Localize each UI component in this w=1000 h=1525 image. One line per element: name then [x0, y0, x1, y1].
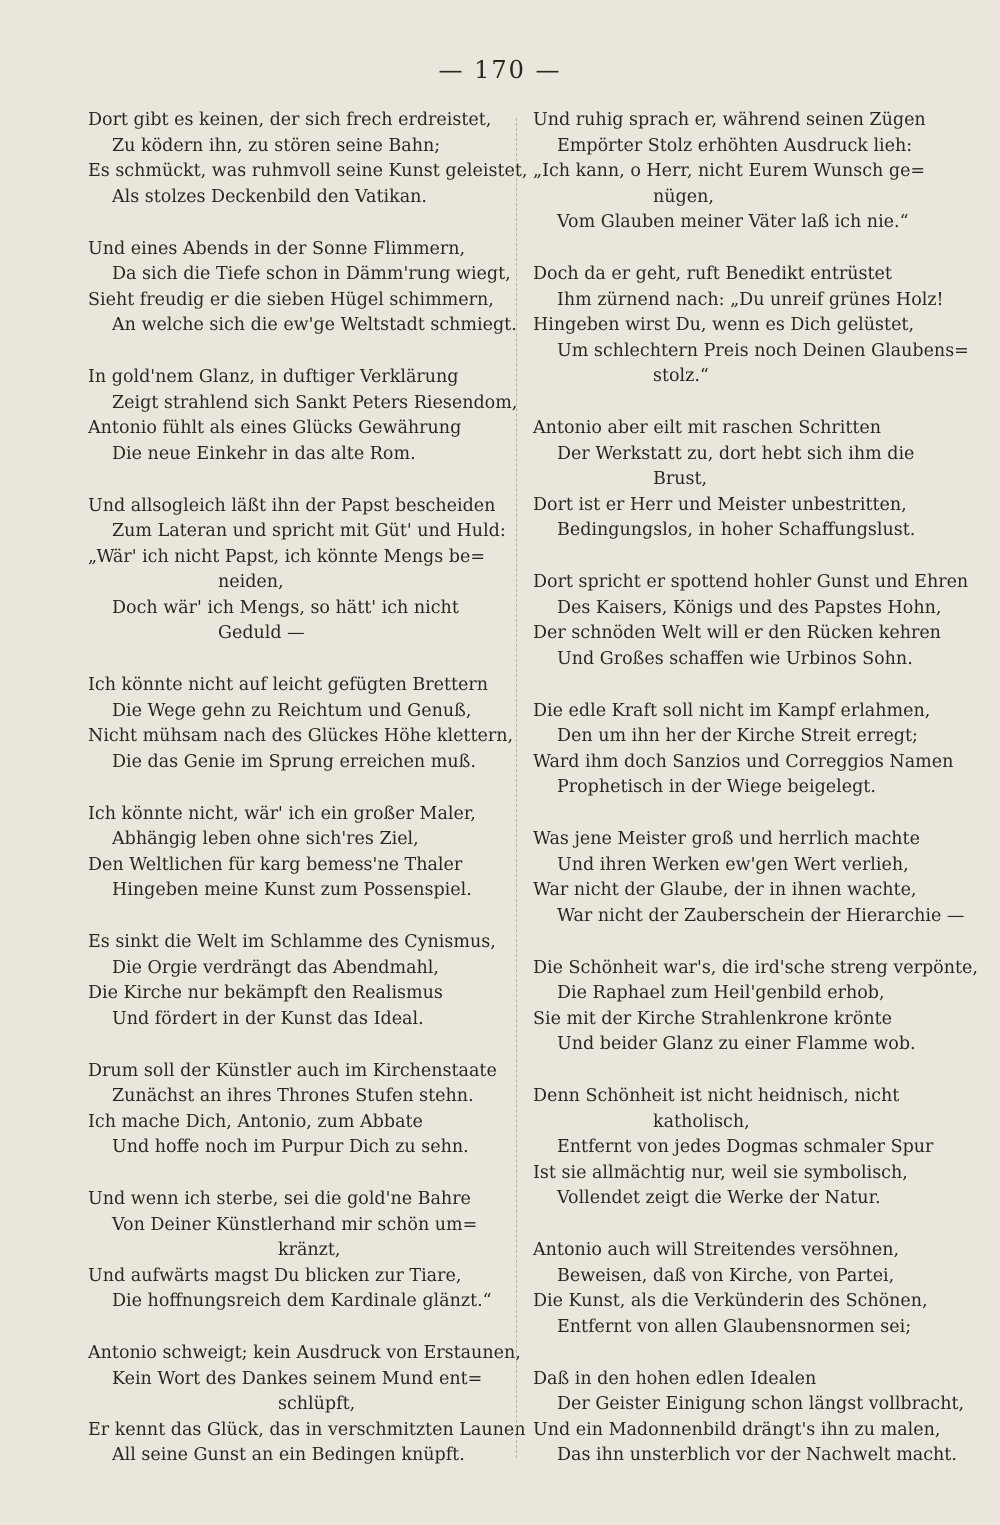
verse-line: Kein Wort des Dankes seinem Mund ent=	[112, 1368, 483, 1389]
verse-line: Von Deiner Künstlerhand mir schön um=	[112, 1214, 478, 1235]
verse-line: Geduld —	[218, 623, 305, 643]
verse-line: Die edle Kraft soll nicht im Kampf erlahmen,	[533, 700, 931, 721]
stanza	[88, 1059, 506, 1161]
stanza	[533, 1084, 953, 1212]
stanza	[88, 237, 517, 339]
stanza	[533, 108, 953, 236]
stanza	[533, 1367, 965, 1469]
verse-line: Und eines Abends in der Sonne Flimmern,	[88, 238, 466, 259]
verse-line: War nicht der Zauberschein der Hierarchie —	[557, 905, 965, 926]
verse-line: Beweisen, daß von Kirche, von Partei,	[557, 1265, 895, 1286]
stanza	[88, 930, 506, 1032]
verse-line: Dort ist er Herr und Meister unbestritten,	[533, 494, 907, 515]
verse-line: Die hoffnungsreich dem Kardinale glänzt.“	[112, 1291, 492, 1311]
verse-line: Vollendet zeigt die Werke der Natur.	[557, 1188, 881, 1208]
verse-line: Der schnöden Welt will er den Rücken kehren	[533, 623, 941, 643]
verse-line: Entfernt von allen Glaubensnormen sei;	[557, 1316, 912, 1337]
verse-line: Es sinkt die Welt im Schlamme des Cynismus,	[88, 932, 496, 952]
verse-line: Was jene Meister groß und herrlich machte	[533, 829, 920, 849]
verse-line: In gold'nem Glanz, in duftiger Verklärung	[88, 367, 459, 387]
verse-line: Den Weltlichen für karg bemess'ne Thaler	[88, 854, 463, 875]
stanza	[533, 570, 969, 672]
stanza	[533, 262, 969, 390]
verse-line: „Ich kann, o Herr, nicht Eurem Wunsch ge=	[533, 161, 926, 181]
verse-line: Es schmückt, was ruhmvoll seine Kunst geleistet,	[88, 161, 528, 181]
stanza	[88, 802, 506, 904]
verse-line: Antonio schweigt; kein Ausdruck von Erstaunen,	[88, 1343, 521, 1363]
verse-line: Da sich die Tiefe schon in Dämm'rung wiegt,	[112, 264, 511, 284]
stanza	[533, 1238, 953, 1340]
verse-line: Und hoffe noch im Purpur Dich zu sehn.	[112, 1137, 469, 1157]
verse-line: Und ihren Werken ew'gen Wert verlieh,	[557, 854, 909, 875]
verse-line: Ich könnte nicht, wär' ich ein großer Maler,	[88, 803, 476, 824]
verse-line: Daß in den hohen edlen Idealen	[533, 1368, 817, 1389]
verse-line: schlüpft,	[278, 1394, 356, 1414]
verse-line: Die neue Einkehr in das alte Rom.	[112, 443, 416, 464]
verse-line: Die Schönheit war's, die ird'sche streng verpönte,	[533, 957, 978, 978]
verse-line: Das ihn unsterblich vor der Nachwelt macht.	[557, 1445, 957, 1465]
verse-line: Ich mache Dich, Antonio, zum Abbate	[88, 1111, 423, 1132]
page-number: — 170 —	[438, 56, 562, 84]
verse-line: Als stolzes Deckenbild den Vatikan.	[112, 186, 427, 207]
stanza	[88, 365, 518, 467]
right-column	[533, 108, 978, 1495]
verse-line: Vom Glauben meiner Väter laß ich nie.“	[557, 212, 909, 232]
verse-line: Und fördert in der Kunst das Ideal.	[112, 1008, 424, 1029]
verse-line: Dort gibt es keinen, der sich frech erdreistet,	[88, 110, 492, 130]
verse-line: Ihm zürnend nach: „Du unreif grünes Holz!	[557, 289, 944, 310]
verse-line: An welche sich die ew'ge Weltstadt schmiegt.	[112, 315, 517, 335]
verse-line: Zum Lateran und spricht mit Güt' und Huld:	[112, 521, 506, 541]
verse-line: Antonio fühlt als eines Glücks Gewährung	[88, 418, 462, 438]
verse-line: Die das Genie im Sprung erreichen muß.	[112, 751, 476, 772]
stanza	[533, 416, 953, 544]
stanza	[88, 108, 528, 210]
verse-line: Hingeben meine Kunst zum Possenspiel.	[112, 880, 472, 900]
verse-line: Der Geister Einigung schon längst vollbracht,	[557, 1394, 965, 1414]
verse-line: Antonio auch will Streitendes versöhnen,	[533, 1240, 900, 1260]
verse-line: Die Kirche nur bekämpft den Realismus	[88, 983, 443, 1003]
verse-line: Hingeben wirst Du, wenn es Dich gelüstet,	[533, 315, 915, 335]
verse-line: katholisch,	[653, 1111, 750, 1132]
stanza	[88, 1187, 506, 1315]
verse-line: Zeigt strahlend sich Sankt Peters Riesendom,	[112, 392, 518, 413]
verse-line: Und allsogleich läßt ihn der Papst bescheiden	[88, 495, 496, 516]
left-column	[88, 108, 528, 1495]
verse-line: Und Großes schaffen wie Urbinos Sohn.	[557, 648, 913, 669]
verse-line: Er kennt das Glück, das in verschmitzten Launen	[88, 1419, 526, 1440]
verse-line: Drum soll der Künstler auch im Kirchenstaate	[88, 1060, 497, 1081]
verse-line: Brust,	[653, 469, 708, 489]
verse-line: Nicht mühsam nach des Glückes Höhe klettern,	[88, 726, 514, 746]
stanza	[88, 1341, 526, 1469]
verse-line: Doch wär' ich Mengs, so hätt' ich nicht	[112, 597, 459, 618]
verse-line: Die Kunst, als die Verkünderin des Schönen,	[533, 1291, 928, 1311]
stanza	[533, 827, 965, 929]
verse-line: Ich könnte nicht auf leicht gefügten Brettern	[88, 675, 489, 695]
stanza	[533, 699, 953, 801]
verse-line: Und beider Glanz zu einer Flamme wob.	[557, 1034, 916, 1054]
stanza	[533, 956, 978, 1058]
verse-line: Die Raphael zum Heil'genbild erhob,	[557, 983, 885, 1003]
verse-line: Denn Schönheit ist nicht heidnisch, nicht	[533, 1086, 900, 1106]
verse-line: Dort spricht er spottend hohler Gunst und Ehren	[533, 572, 969, 592]
verse-line: kränzt,	[278, 1240, 341, 1260]
verse-line: Ward ihm doch Sanzios und Correggios Namen	[533, 751, 954, 772]
verse-line: Bedingungslos, in hoher Schaffungslust.	[557, 520, 916, 540]
verse-line: Zu ködern ihn, zu stören seine Bahn;	[112, 135, 441, 156]
stanza	[88, 494, 506, 647]
verse-line: Die Wege gehn zu Reichtum und Genuß,	[112, 700, 472, 721]
verse-line: Entfernt von jedes Dogmas schmaler Spur	[557, 1137, 934, 1157]
verse-line: nügen,	[653, 186, 714, 207]
verse-line: All seine Gunst an ein Bedingen knüpft.	[112, 1445, 465, 1465]
verse-line: Und wenn ich sterbe, sei die gold'ne Bahre	[88, 1189, 471, 1209]
verse-line: Abhängig leben ohne sich'res Ziel,	[112, 829, 419, 849]
verse-line: stolz.“	[653, 366, 709, 386]
verse-line: Der Werkstatt zu, dort hebt sich ihm die	[557, 443, 915, 464]
verse-line: Antonio aber eilt mit raschen Schritten	[533, 418, 882, 438]
verse-line: Den um ihn her der Kirche Streit erregt;	[557, 726, 918, 746]
verse-line: Des Kaisers, Königs und des Papstes Hohn,	[557, 597, 942, 618]
verse-line: Und aufwärts magst Du blicken zur Tiare,	[88, 1265, 462, 1286]
verse-line: Sie mit der Kirche Strahlenkrone krönte	[533, 1008, 892, 1029]
verse-line: Sieht freudig er die sieben Hügel schimmern,	[88, 289, 494, 310]
verse-line: Ist sie allmächtig nur, weil sie symbolisch,	[533, 1162, 908, 1183]
verse-line: Empörter Stolz erhöhten Ausdruck lieh:	[557, 135, 913, 156]
verse-line: Die Orgie verdrängt das Abendmahl,	[112, 957, 439, 978]
verse-line: War nicht der Glaube, der in ihnen wachte,	[533, 880, 917, 900]
verse-line: Zunächst an ihres Thrones Stufen stehn.	[112, 1086, 474, 1106]
verse-line: Und ein Madonnenbild drängt's ihn zu malen,	[533, 1419, 941, 1440]
verse-line: neiden,	[218, 572, 284, 592]
column-divider	[516, 118, 521, 1458]
verse-line: Und ruhig sprach er, während seinen Zügen	[533, 110, 926, 130]
verse-line: „Wär' ich nicht Papst, ich könnte Mengs be=	[88, 546, 485, 567]
verse-line: Prophetisch in der Wiege beigelegt.	[557, 777, 876, 797]
stanza	[88, 673, 514, 775]
verse-line: Doch da er geht, ruft Benedikt entrüstet	[533, 264, 892, 284]
verse-line: Um schlechtern Preis noch Deinen Glaubens=	[557, 340, 969, 361]
